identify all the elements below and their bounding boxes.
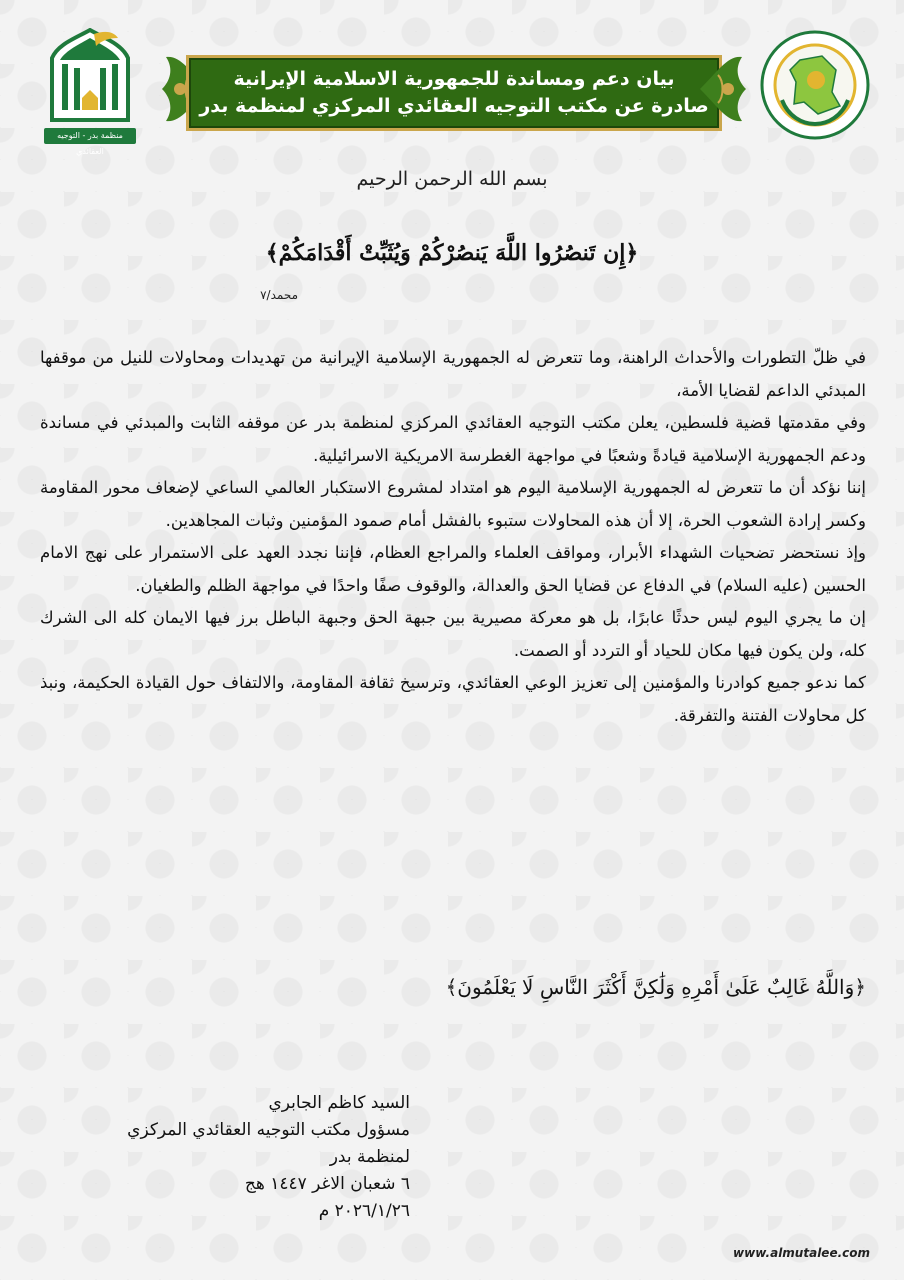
paragraph: في ظلّ التطورات والأحداث الراهنة، وما تتعرض له الجمهورية الإسلامية الإيرانية من تهديدات ومحاولات للنيل من موقفها المبدئي الداعم لقضايا الأمة، xyxy=(40,348,866,400)
paragraph: إننا نؤكد أن ما تتعرض له الجمهورية الإسلامية اليوم هو امتداد لمشروع الاستكبار العالمي الساعي لإضعاف محور المقاومة وكسر إرادة الشعوب الحرة، إلا أن هذه المحاولات ستبوء بالفشل أمام صمود المؤمنين وثبات المجاهدين. xyxy=(40,478,866,530)
bismillah: بسم الله الرحمن الرحيم xyxy=(356,168,548,190)
mosque-book-emblem-icon xyxy=(48,28,132,124)
badr-emblem-icon xyxy=(760,30,870,140)
signatory-organization: لمنظمة بدر xyxy=(329,1147,410,1167)
badr-organization-logo xyxy=(760,30,870,140)
banner-title-line-1: بيان دعم ومساندة للجمهورية الاسلامية الإيرانية xyxy=(233,68,675,90)
paragraph: وفي مقدمتها قضية فلسطين، يعلن مكتب التوجيه العقائدي المركزي لمنظمة بدر عن موقفه الثابت والمبدئي في مساندة ودعم الجمهورية الإسلامية قيادةً وشعبًا في مواجهة الغطرسة الامريكية الاسرائيلية. xyxy=(40,413,866,465)
signature-block xyxy=(127,1090,410,1225)
banner-title-line-2: صادرة عن مكتب التوجيه العقائدي المركزي لمنظمة بدر xyxy=(199,95,709,117)
paragraph: كما ندعو جميع كوادرنا والمؤمنين إلى تعزيز الوعي العقائدي، وترسيخ ثقافة المقاومة، والالتفاف حول القيادة الحكيمة، ونبذ كل محاولات الفتنة والتفرقة. xyxy=(40,673,866,725)
signatory-title: مسؤول مكتب التوجيه العقائدي المركزي xyxy=(127,1120,410,1140)
left-logo-caption: منظمة بدر - التوجيه العقائدي xyxy=(44,128,136,144)
paragraph: إن ما يجري اليوم ليس حدثًا عابرًا، بل هو معركة مصيرية بين جبهة الحق وجبهة الباطل برز فيها الايمان كله الى الشرك كله، ولن يكون فيها مكان للحياد أو التردد أو الصمت. xyxy=(40,608,866,660)
banner-title-box xyxy=(186,55,722,131)
gregorian-date: ٢٠٢٦/١/٢٦ م xyxy=(318,1201,410,1221)
statement-body xyxy=(40,342,866,732)
paragraph: وإذ نستحضر تضحيات الشهداء الأبرار، ومواقف العلماء والمراجع العظام، فإننا نجدد العهد على الاستمرار على نهج الامام الحسين (عليه السلام) في الدفاع عن قضايا الحق والعدالة، والوقوف صفًا واحدًا في مواجهة الظلم والطغيان. xyxy=(40,543,866,595)
hijri-date: ٦ شعبان الاغر ١٤٤٧ هج xyxy=(244,1174,410,1194)
quran-verse: ﴿إِن تَنصُرُوا اللَّهَ يَنصُرْكُمْ وَيُثَبِّتْ أَقْدَامَكُمْ﴾ xyxy=(265,240,639,266)
floral-ornament-icon xyxy=(698,51,748,127)
title-banner xyxy=(160,45,748,133)
verse-reference: محمد/٧ xyxy=(260,288,298,302)
badr-guidance-logo xyxy=(44,28,136,156)
website-watermark[interactable]: www.almutalee.com xyxy=(733,1246,870,1260)
closing-quran-verse: ﴿وَاللَّهُ غَالِبٌ عَلَىٰ أَمْرِهِ وَلَٰكِنَّ أَكْثَرَ النَّاسِ لَا يَعْلَمُونَ﴾ xyxy=(445,975,866,999)
signatory-name: السيد كاظم الجابري xyxy=(268,1093,410,1113)
